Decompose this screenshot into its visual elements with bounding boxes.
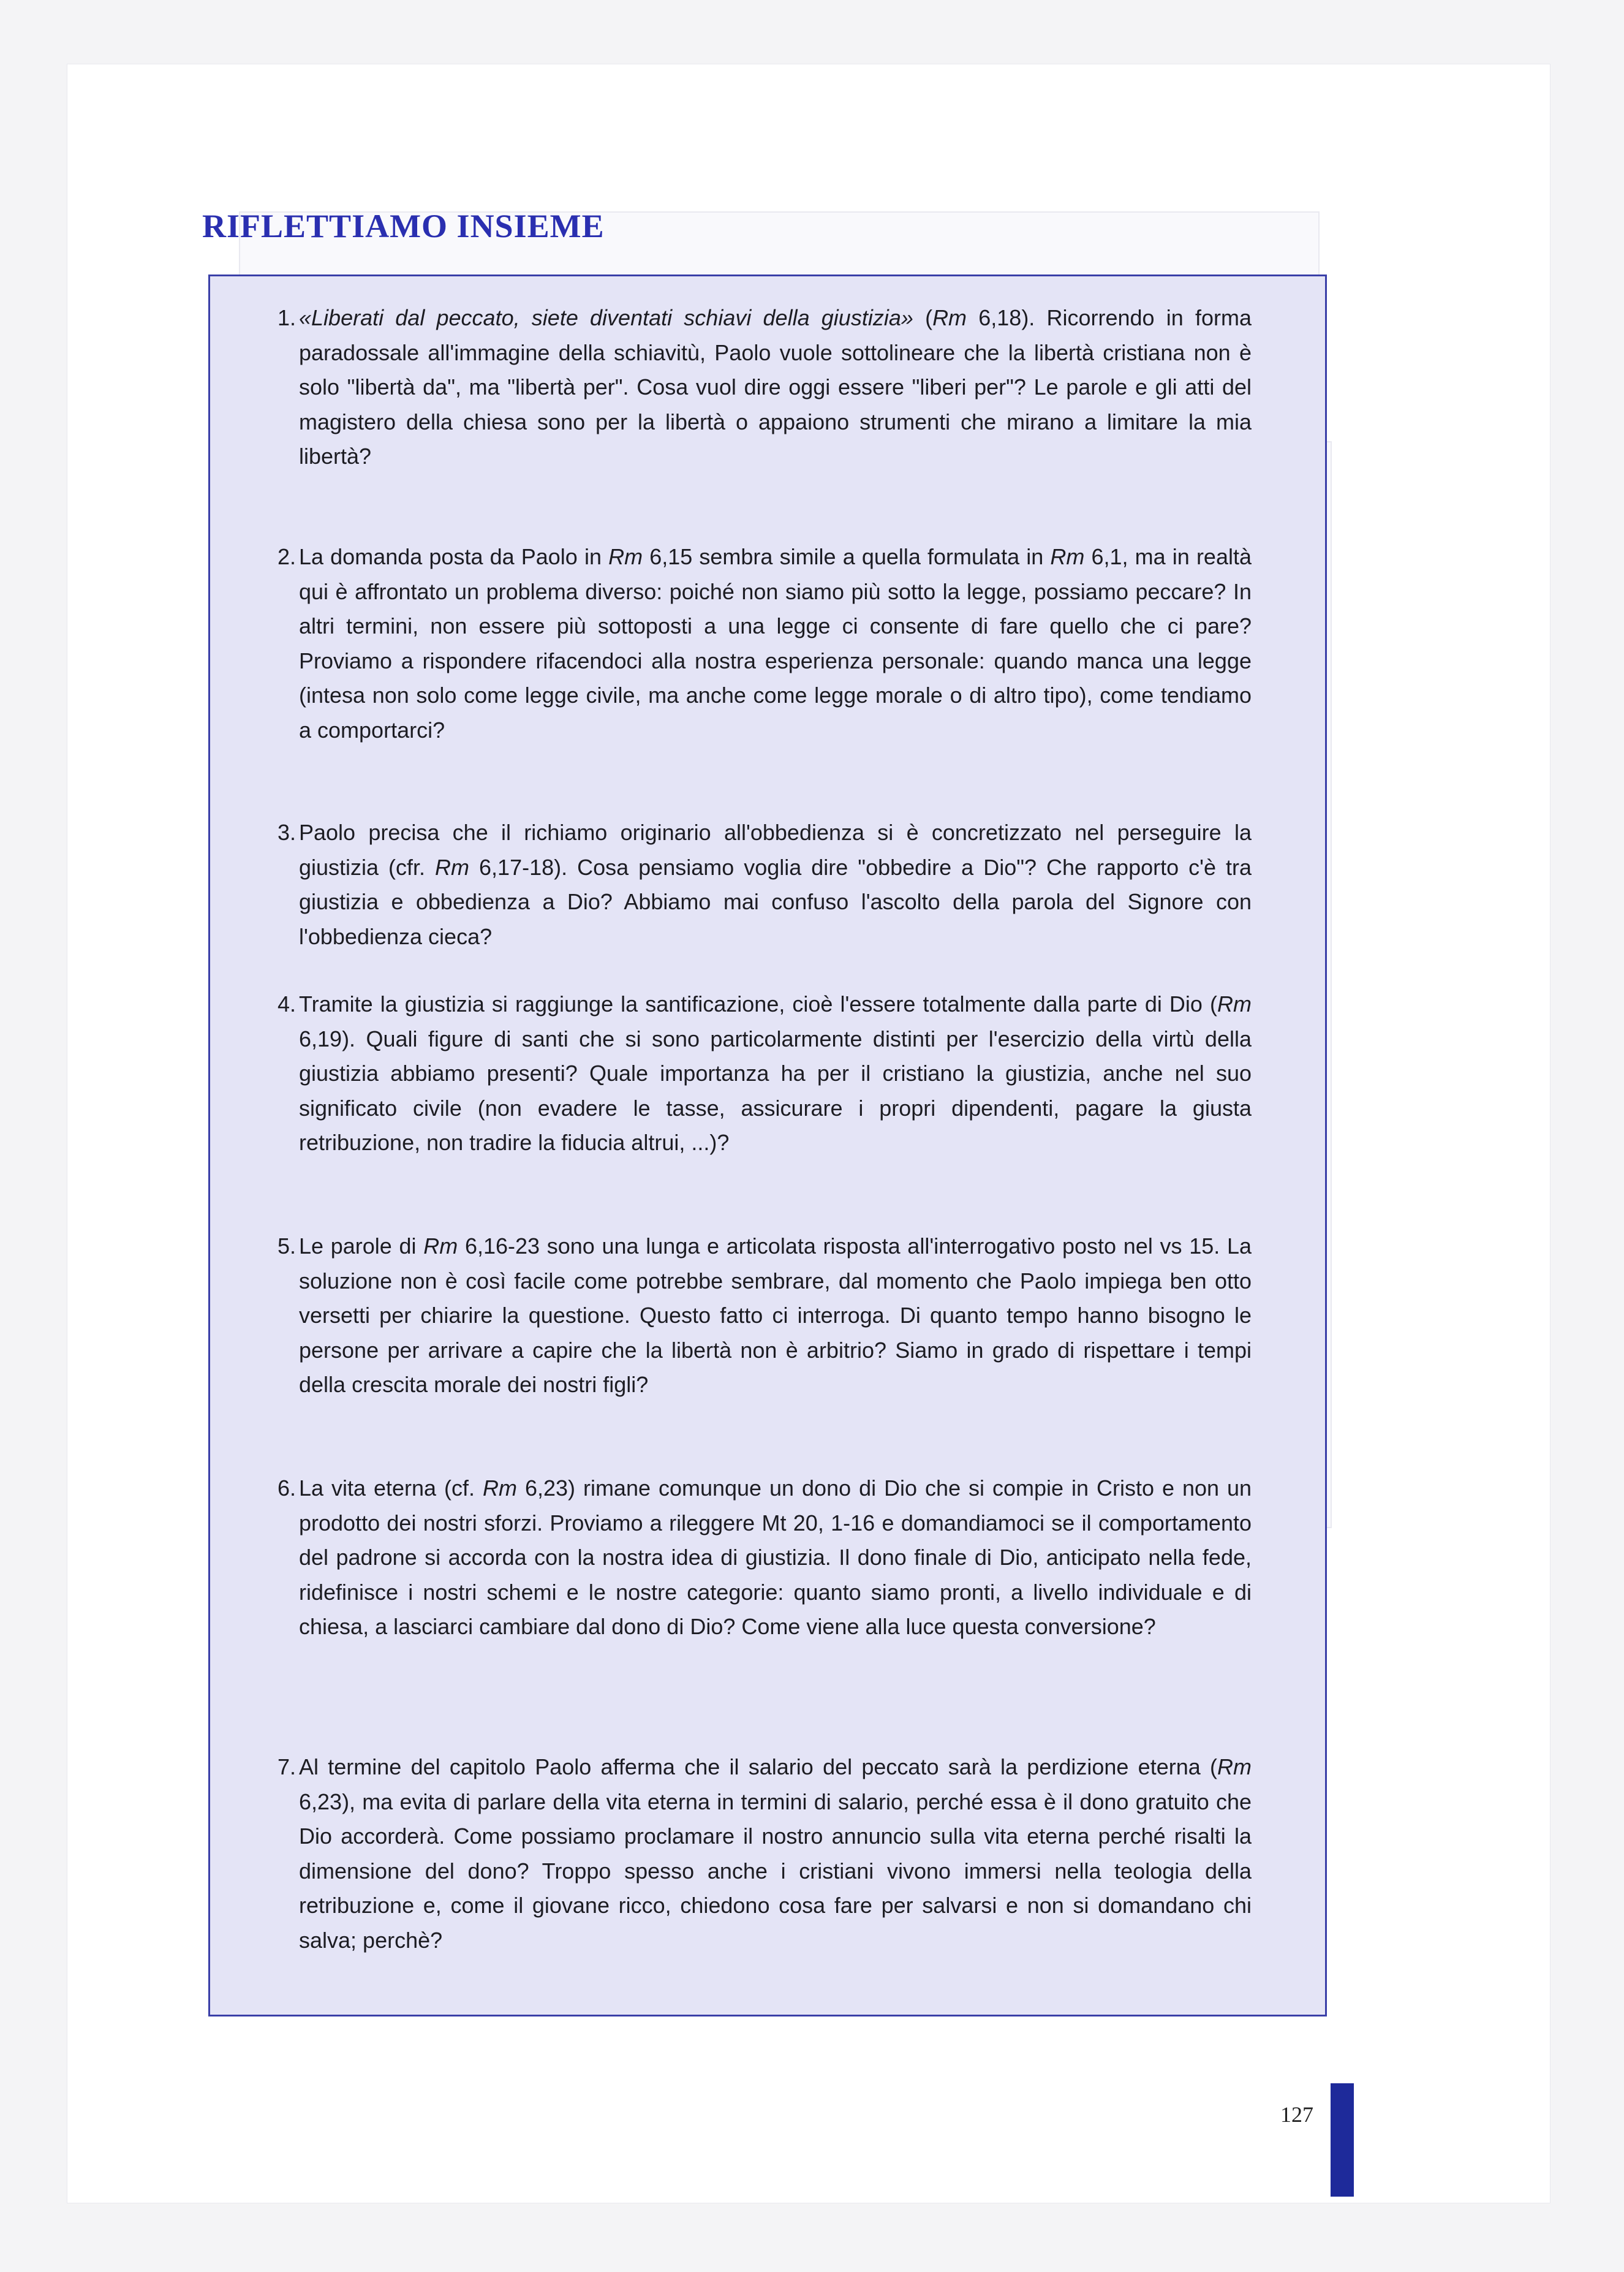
text-segment: 6,23), ma evita di parlare della vita eterna in termini di salario, perché essa è il dono gratuito che Dio accorderà. Come possiamo proclamare il nostro annuncio sulla vita eterna perché risalti la dimensione del dono? Troppo spesso anche i cristiani vivono immersi nella teologia della retribuzione e, come il giovane ricco, chiedono cosa fare per salvarsi e non si domandano chi salva; perchè? [299,1789,1252,1953]
text-segment: 6,19). Quali figure di santi che si sono particolarmente distinti per l'esercizio della virtù della giustizia abbiamo presenti? Quale importanza ha per il cristiano la giustizia, anche nel suo significato civile (non evadere le tasse, assicurare i propri dipendenti, pagare la giusta retribuzione, non tradire la fiducia altrui, ...)? [299,1026,1252,1155]
italic-segment: «Liberati dal peccato, siete diventati schiavi della giustizia» [299,305,913,330]
text-segment: Paolo precisa che il richiamo originario all'obbedienza si è concretizzato nel perseguire la giustizia (cfr. [299,820,1252,880]
question-number: 5. [277,1233,296,1259]
section-heading: RIFLETTIAMO INSIEME [202,208,605,244]
text-segment: 6,18). Ricorrendo in forma paradossale all'immagine della schiavitù, Paolo vuole sottolineare che la libertà cristiana non è solo "libertà da", ma "libertà per". Cosa vuol dire oggi essere "liberi per"? Le parole e gli atti del magistero della chiesa sono per la libertà o appaiono strumenti che mirano a limitare la mia libertà? [299,305,1252,469]
text-segment: 6,1, ma in realtà qui è affrontato un problema diverso: poiché non siamo più sotto la legge, possiamo peccare? In altri termini, non essere più sottoposti a una legge ci consente di fare quello che ci pare? Proviamo a rispondere rifacendoci alla nostra esperienza personale: quando manca una legge (intesa non solo come legge civile, ma anche come legge morale o di altro tipo), come tendiamo a comportarci? [299,544,1252,743]
text-segment: 6,23) rimane comunque un dono di Dio che si compie in Cristo e non un prodotto dei nostri sforzi. Proviamo a rileggere Mt 20, 1-16 e domandiamoci se il comportamento del padrone si accorda con la nostra idea di giustizia. Il dono finale di Dio, anticipato nella fede, ridefinisce i nostri schemi e le nostre categorie: quanto siamo pronti, a livello individuale e di chiesa, a lasciarci cambiare dal dono di Dio? Come viene alla luce questa conversione? [299,1475,1252,1639]
page-number: 127 [1280,2102,1313,2127]
italic-segment: Rm [932,305,967,330]
text-segment: Le parole di [299,1233,424,1259]
edge-tab-marker [1331,2083,1354,2197]
question-text [299,540,1252,748]
italic-segment: Rm [1050,544,1085,569]
questions-box [208,275,1327,2016]
question-text [299,987,1252,1161]
italic-segment: Rm [423,1233,458,1259]
text-segment: La vita eterna (cf. [299,1475,483,1501]
question-text [299,1229,1252,1403]
italic-segment: Rm [608,544,643,569]
question-number: 6. [277,1475,296,1501]
question-number: 3. [277,820,296,845]
question-number: 7. [277,1754,296,1779]
italic-segment: Rm [1217,1754,1252,1779]
text-segment: 6,15 sembra simile a quella formulata in [643,544,1051,569]
italic-segment: Rm [1217,991,1252,1017]
question-number: 4. [277,991,296,1017]
text-segment: ( [913,305,933,330]
question-text [299,816,1252,954]
text-segment: Al termine del capitolo Paolo afferma che il salario del peccato sarà la perdizione eterna ( [299,1754,1217,1779]
text-segment: La domanda posta da Paolo in [299,544,609,569]
question-number: 2. [277,544,296,569]
text-segment: 6,17-18). Cosa pensiamo voglia dire "obbedire a Dio"? Che rapporto c'è tra giustizia e obbedienza a Dio? Abbiamo mai confuso l'ascolto della parola del Signore con l'obbedienza cieca? [299,854,1252,949]
italic-segment: Rm [435,854,470,880]
question-text [299,301,1252,474]
italic-segment: Rm [482,1475,517,1501]
text-segment: Tramite la giustizia si raggiunge la santificazione, cioè l'essere totalmente dalla parte di Dio ( [299,991,1217,1017]
question-number: 1. [277,305,296,330]
question-text [299,1471,1252,1645]
text-segment: 6,16-23 sono una lunga e articolata risposta all'interrogativo posto nel vs 15. La soluzione non è così facile come potrebbe sembrare, dal momento che Paolo impiega ben otto versetti per chiarire la questione. Questo fatto ci interroga. Di quanto tempo hanno bisogno le persone per arrivare a capire che la libertà non è arbitrio? Siamo in grado di rispettare i tempi della crescita morale dei nostri figli? [299,1233,1252,1397]
question-text [299,1750,1252,1958]
